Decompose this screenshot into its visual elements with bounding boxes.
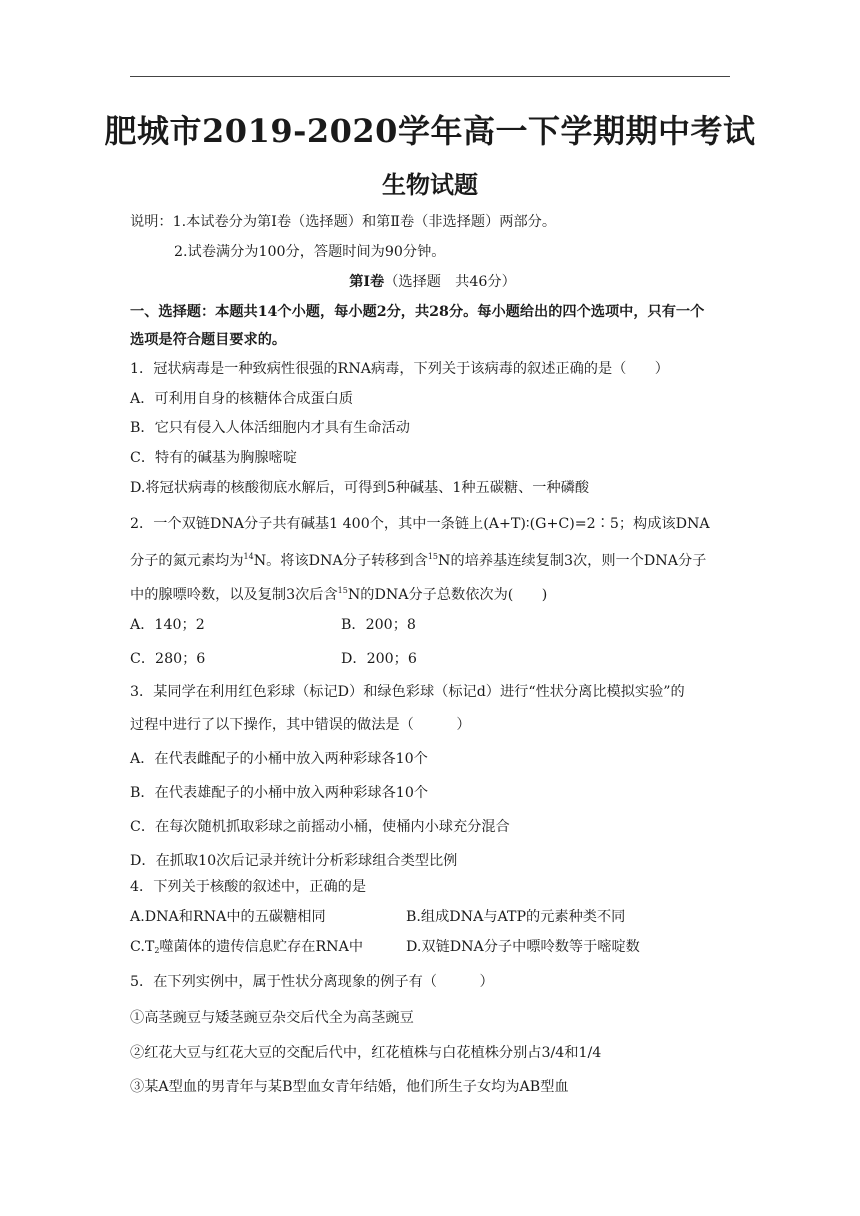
q5-item-3: ③某A型血的男青年与某B型血女青年结婚，他们所生子女均为AB型血: [130, 1079, 569, 1095]
q2-l3a: 中的腺嘌呤数，以及复制3次后含: [130, 587, 338, 603]
q5-stem: 5．在下列实例中，属于性状分离现象的例子有（ ）: [130, 974, 494, 990]
q2-l2c: N的培养基连续复制3次，则一个DNA分子: [438, 553, 707, 569]
q2-options-row-2: [130, 649, 735, 669]
q2-option-d: D．200；6: [341, 651, 417, 667]
q2-option-c: C．280；6: [130, 651, 206, 667]
q4-options-row-2: [130, 937, 735, 961]
header-rule: [130, 76, 730, 77]
exam-title: 肥城市2019-2020学年高一下学期期中考试: [104, 112, 756, 150]
q5-item-2: ②红花大豆与红花大豆的交配后代中，红花植株与白花植株分别占3/4和1/4: [130, 1045, 602, 1061]
q4-c-sub: 2: [154, 946, 160, 955]
q4-stem: 4．下列关于核酸的叙述中，正确的是: [130, 879, 367, 895]
q4-c-pre: C.T: [130, 939, 155, 955]
q2-sup-14: 14: [243, 552, 254, 561]
q3-option-a: A．在代表雌配子的小桶中放入两种彩球各10个: [130, 751, 428, 767]
section-heading: [130, 272, 735, 292]
q4-option-d: D.双链DNA分子中嘌呤数等于嘧啶数: [406, 939, 640, 955]
section-heading-rest: （选择题 共46分）: [384, 274, 516, 290]
q1-option-b: B．它只有侵入人体活细胞内才具有生命活动: [130, 420, 410, 436]
q2-l3b: N的DNA分子总数依次为( ): [347, 587, 548, 603]
q3-option-b: B．在代表雄配子的小桶中放入两种彩球各10个: [130, 785, 429, 801]
q2-line-1: 2．一个双链DNA分子共有碱基1 400个，其中一条链上(A+T)∶(G+C)=2∶5；构成该DNA: [130, 516, 710, 532]
q1-option-a: A．可利用自身的核糖体合成蛋白质: [130, 391, 354, 407]
q2-line-2: [130, 547, 735, 571]
q2-option-a: A．140；2: [130, 617, 205, 633]
note-1: 说明：1.本试卷分为第Ⅰ卷（选择题）和第Ⅱ卷（非选择题）两部分。: [130, 214, 557, 230]
q5-item-1: ①高茎豌豆与矮茎豌豆杂交后代全为高茎豌豆: [130, 1010, 414, 1026]
q2-sup-15: 15: [427, 552, 439, 561]
q2-sup-15b: 15: [337, 586, 348, 595]
q3-line-1: 3．某同学在利用红色彩球（标记D）和绿色彩球（标记d）进行“性状分离比模拟实验”的: [130, 684, 685, 700]
q3-option-d: D．在抓取10次后记录并统计分析彩球组合类型比例: [130, 853, 458, 869]
instructions-line-2: 选项是符合题目要求的。: [130, 332, 287, 348]
q2-option-b: B．200；8: [341, 617, 416, 633]
q4-option-c: [130, 939, 363, 955]
q4-option-b: B.组成DNA与ATP的元素种类不同: [406, 909, 626, 925]
exam-subtitle: 生物试题: [382, 170, 478, 199]
q2-l2b: N。将该DNA分子转移到含: [253, 553, 428, 569]
q4-option-a: A.DNA和RNA中的五碳糖相同: [130, 909, 326, 925]
q3-option-c: C．在每次随机抓取彩球之前摇动小桶，使桶内小球充分混合: [130, 819, 510, 835]
q4-options-row-1: [130, 907, 735, 927]
q2-l2a: 分子的氮元素均为: [130, 553, 244, 569]
section-heading-bold: 第Ⅰ卷: [349, 274, 385, 290]
q4-c-post: 噬菌体的遗传信息贮存在RNA中: [159, 939, 364, 955]
q1-stem: 1．冠状病毒是一种致病性很强的RNA病毒，下列关于该病毒的叙述正确的是（ ）: [130, 361, 669, 377]
note-2: 2.试卷满分为100分，答题时间为90分钟。: [174, 244, 446, 260]
q1-option-d: D.将冠状病毒的核酸彻底水解后，可得到5种碱基、1种五碳糖、一种磷酸: [130, 480, 590, 496]
q2-line-3: [130, 581, 735, 605]
q2-options-row-1: [130, 615, 735, 635]
q1-option-c: C．特有的碱基为胸腺嘧啶: [130, 450, 297, 466]
instructions-line-1: 一、选择题：本题共14个小题，每小题2分，共28分。每小题给出的四个选项中，只有一个: [130, 304, 705, 320]
q3-line-2: 过程中进行了以下操作，其中错误的做法是（ ）: [130, 717, 471, 733]
